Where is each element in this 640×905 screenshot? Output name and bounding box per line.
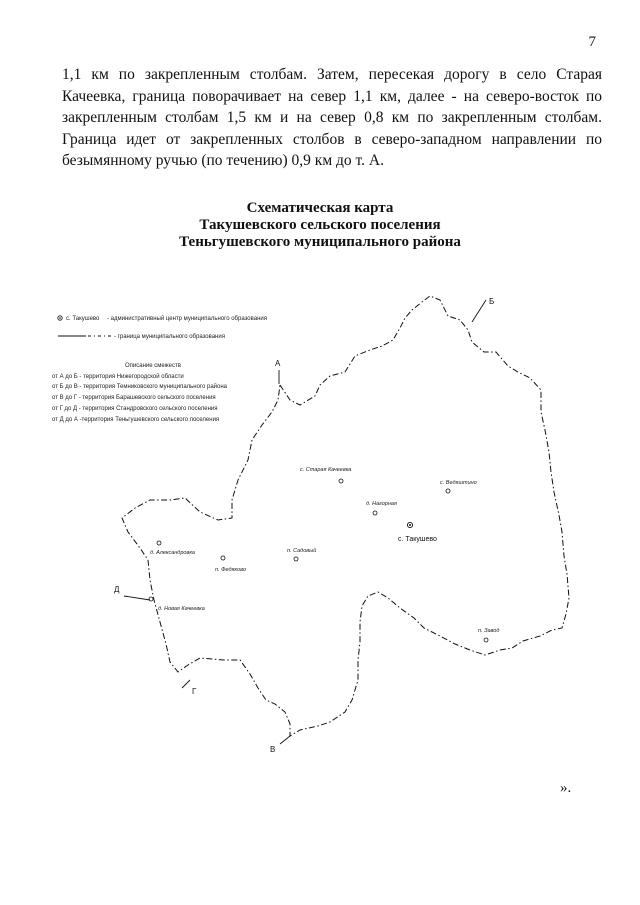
boundary-point-b: Б [489, 297, 495, 306]
boundary-point-v: В [270, 745, 276, 754]
settlement-takushevo-admin-center [398, 522, 437, 543]
settlement-label: с. Ведяштино [440, 480, 477, 486]
closing-quote-mark: ». [560, 780, 572, 796]
legend-center-desc: - административный центр муниципального образования [107, 316, 267, 322]
settlement-label: п. Завод [478, 628, 500, 634]
settlement-marker [149, 597, 153, 601]
boundary-point-a: А [275, 359, 281, 368]
settlement-label: д. Нагорная [366, 501, 397, 507]
settlement-vedyashtino [440, 480, 477, 493]
settlement-label: с. Старая Качеевка [300, 467, 352, 473]
settlement-marker [373, 511, 377, 515]
settlement-aleksandrovka [150, 541, 195, 556]
settlement-boundary [122, 296, 569, 736]
legend-neighbor-3: от В до Г - территория Барашевского сельского поселения [52, 395, 216, 401]
settlement-marker [339, 479, 343, 483]
settlement-label: д. Новая Качеевка [158, 606, 205, 612]
settlement-label: с. Такушево [398, 536, 437, 543]
boundary-description-text: 1,1 км по закрепленным столбам. Затем, пересекая дорогу в село Старая Качеевка, граница поворачивает на север 1,1 км, далее - на северо-восток по закрепленным столбам 1,5 км и на север 0,8 км по закрепленным столбам. Граница идет от закрепленных столбов в северо-западном направлении по безымянному ручью (по течению) 0,9 км до т. А. [62, 66, 602, 169]
settlement-novaya-kacheevka [149, 597, 205, 612]
map-title-line-3: Теньгушевского муниципального района [179, 234, 461, 250]
legend-neighbor-1: от А до Б - территория Нижегородской области [52, 374, 184, 380]
settlement-zavod [478, 628, 499, 642]
settlement-sadovy [287, 547, 316, 561]
boundary-point-d: Д [114, 585, 120, 594]
legend-neighbor-2: от Б до В - территория Темниковского муниципального района [52, 384, 228, 390]
settlement-label: п. Федяково [215, 567, 246, 573]
settlement-marker [157, 541, 161, 545]
map-legend [52, 315, 267, 423]
legend-boundary-desc: - граница муниципального образования [114, 334, 225, 340]
map-title-line-2: Такушевского сельского поселения [199, 217, 441, 233]
settlement-marker [484, 638, 488, 642]
legend-neighbors-title: Описание смежеств [125, 363, 181, 369]
admin-center-legend-icon [58, 316, 62, 320]
legend-neighbor-4: от Г до Д - территория Стандровского сельского поселения [52, 406, 218, 412]
settlement-fedyakovo [215, 556, 246, 573]
settlement-label: д. Александровка [150, 550, 195, 556]
settlement-nagornaya [366, 501, 397, 515]
legend-center-name: с. Такушево [66, 316, 100, 322]
settlement-label: п. Садовый [287, 548, 317, 554]
settlement-marker [294, 557, 298, 561]
settlement-marker [221, 556, 225, 560]
settlement-marker [446, 489, 450, 493]
map-title-line-1: Схематическая карта [246, 200, 394, 216]
settlement-staraya-kacheevka [300, 467, 351, 483]
page-number: 7 [588, 34, 596, 50]
boundary-point-g: Г [192, 687, 197, 696]
legend-neighbor-5: от Д до А -территория Теньгушевского сельского поселения [52, 417, 220, 423]
